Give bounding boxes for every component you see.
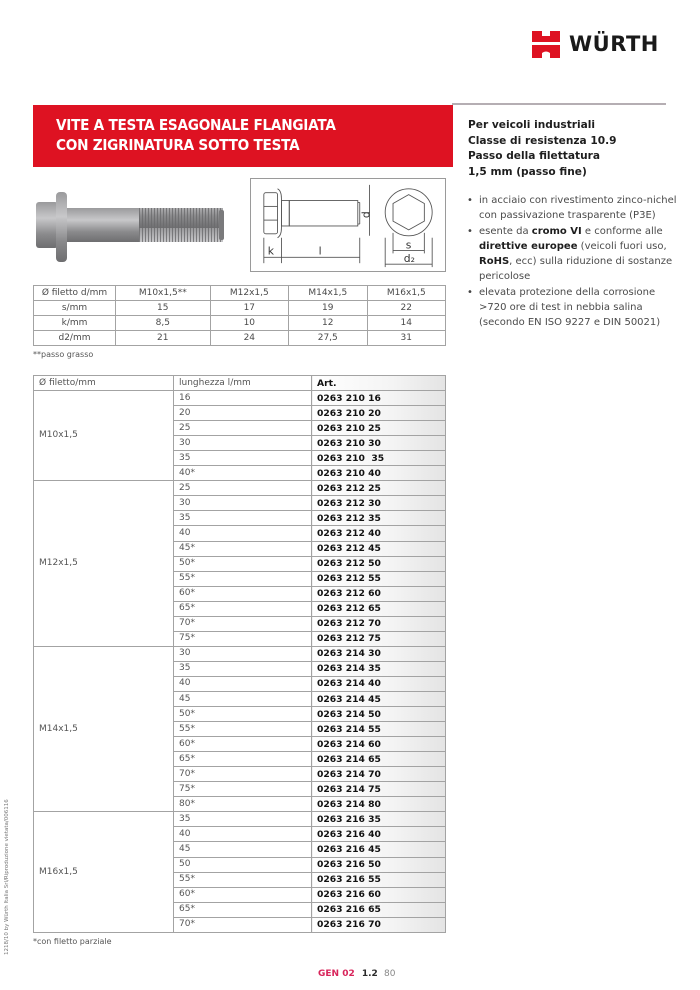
article-number-cell: 0263 210 20 bbox=[312, 406, 446, 421]
length-cell: 35 bbox=[174, 661, 312, 676]
article-number-cell: 0263 214 65 bbox=[312, 752, 446, 767]
article-number-cell: 0263 216 40 bbox=[312, 827, 446, 842]
dimensions-row bbox=[34, 331, 446, 346]
dimensions-row bbox=[34, 301, 446, 316]
article-number-cell: 0263 210 30 bbox=[312, 436, 446, 451]
article-number-cell: 0263 214 80 bbox=[312, 797, 446, 812]
article-number-cell: 0263 216 45 bbox=[312, 842, 446, 857]
dimension-label: d2/mm bbox=[34, 331, 116, 346]
feature-text: in acciaio con rivestimento zinco-nichel con passivazione trasparente (P3E) bbox=[479, 195, 677, 222]
article-number-cell: 0263 216 50 bbox=[312, 857, 446, 872]
article-number-cell: 0263 216 35 bbox=[312, 812, 446, 827]
dimension-diagram bbox=[250, 178, 446, 272]
length-cell: 20 bbox=[174, 406, 312, 421]
coarse-pitch-note: **passo grasso bbox=[33, 350, 94, 359]
dimension-value: 12 bbox=[289, 316, 367, 331]
article-number-cell: 0263 214 70 bbox=[312, 767, 446, 782]
title-band bbox=[33, 105, 453, 167]
length-cell: 16 bbox=[174, 391, 312, 406]
dimensions-row bbox=[34, 286, 446, 301]
article-number-cell: 0263 210 40 bbox=[312, 466, 446, 481]
length-cell: 65* bbox=[174, 601, 312, 616]
length-cell: 75* bbox=[174, 631, 312, 646]
feature-item bbox=[466, 285, 681, 331]
dimension-value: M14x1,5 bbox=[289, 286, 367, 301]
label-s: s bbox=[405, 238, 412, 252]
length-cell: 30 bbox=[174, 646, 312, 661]
wurth-logo-icon bbox=[531, 29, 561, 59]
feature-text: esente da bbox=[479, 225, 532, 237]
length-cell: 50 bbox=[174, 857, 312, 872]
length-cell: 35 bbox=[174, 451, 312, 466]
dimension-value: 31 bbox=[367, 331, 446, 346]
feature-item bbox=[466, 224, 681, 285]
article-number-cell: 0263 210 16 bbox=[312, 391, 446, 406]
length-cell: 75* bbox=[174, 782, 312, 797]
length-cell: 55* bbox=[174, 571, 312, 586]
dimension-value: 10 bbox=[210, 316, 288, 331]
dimensions-row bbox=[34, 316, 446, 331]
article-number-cell: 0263 214 45 bbox=[312, 691, 446, 706]
thread-size-cell: M16x1,5 bbox=[34, 812, 174, 932]
length-cell: 25 bbox=[174, 421, 312, 436]
footer-chapter: 1.2 bbox=[361, 969, 378, 979]
length-cell: 70* bbox=[174, 917, 312, 932]
dimension-value: 19 bbox=[289, 301, 367, 316]
article-number-cell: 0263 216 55 bbox=[312, 872, 446, 887]
dimension-value: 8,5 bbox=[116, 316, 211, 331]
table-row bbox=[34, 812, 446, 827]
title-line-2: CON ZIGRINATURA SOTTO TESTA bbox=[56, 136, 300, 154]
thread-size-cell: M10x1,5 bbox=[34, 391, 174, 481]
dimension-value: M16x1,5 bbox=[367, 286, 446, 301]
length-cell: 40* bbox=[174, 466, 312, 481]
length-cell: 60* bbox=[174, 887, 312, 902]
length-cell: 65* bbox=[174, 752, 312, 767]
article-number-cell: 0263 214 40 bbox=[312, 676, 446, 691]
feature-highlight: cromo VI bbox=[531, 225, 582, 237]
spec-line: Classe di resistenza 10.9 bbox=[468, 134, 617, 147]
feature-highlight: RoHS bbox=[479, 256, 510, 268]
spec-line: 1,5 mm (passo fine) bbox=[468, 165, 587, 178]
article-number-cell: 0263 212 50 bbox=[312, 556, 446, 571]
article-number-cell: 0263 212 70 bbox=[312, 616, 446, 631]
label-l: l bbox=[318, 244, 322, 258]
header-rule bbox=[452, 103, 666, 105]
label-d2: d₂ bbox=[403, 252, 415, 266]
table-header-row bbox=[34, 376, 446, 391]
footer-section: GEN 02 bbox=[318, 969, 355, 979]
spec-line: Passo della filettatura bbox=[468, 150, 600, 162]
dimension-label: Ø filetto d/mm bbox=[34, 286, 116, 301]
header-article: Art. bbox=[312, 376, 446, 391]
partial-thread-note: *con filetto parziale bbox=[33, 937, 112, 946]
article-number-cell: 0263 214 75 bbox=[312, 782, 446, 797]
dimensions-table bbox=[33, 285, 446, 346]
copyright-side-note: 1218/10 by Würth Italia Srl/Riproduzione vietata/006116 bbox=[4, 799, 10, 955]
footer-page-number: 80 bbox=[383, 969, 396, 979]
length-cell: 80* bbox=[174, 797, 312, 812]
length-cell: 50* bbox=[174, 556, 312, 571]
dimension-label: s/mm bbox=[34, 301, 116, 316]
length-cell: 35 bbox=[174, 812, 312, 827]
article-number-cell: 0263 214 60 bbox=[312, 737, 446, 752]
article-number-cell: 0263 212 25 bbox=[312, 481, 446, 496]
length-cell: 30 bbox=[174, 496, 312, 511]
dimension-value: 17 bbox=[210, 301, 288, 316]
feature-highlight: direttive europee bbox=[479, 240, 578, 252]
dimension-value: 22 bbox=[367, 301, 446, 316]
article-number-cell: 0263 210 25 bbox=[312, 421, 446, 436]
feature-text: (veicoli fuori uso, bbox=[577, 240, 667, 252]
length-cell: 55* bbox=[174, 872, 312, 887]
page-footer bbox=[318, 969, 395, 979]
article-number-cell: 0263 212 65 bbox=[312, 601, 446, 616]
length-cell: 45* bbox=[174, 541, 312, 556]
length-cell: 65* bbox=[174, 902, 312, 917]
wurth-logo bbox=[531, 28, 659, 60]
article-number-cell: 0263 216 65 bbox=[312, 902, 446, 917]
dimension-value: M10x1,5** bbox=[116, 286, 211, 301]
article-number-cell: 0263 212 55 bbox=[312, 571, 446, 586]
length-cell: 40 bbox=[174, 676, 312, 691]
article-number-cell: 0263 216 60 bbox=[312, 887, 446, 902]
length-cell: 45 bbox=[174, 691, 312, 706]
thread-size-cell: M14x1,5 bbox=[34, 646, 174, 812]
dimension-label: k/mm bbox=[34, 316, 116, 331]
bolt-photo bbox=[36, 188, 226, 266]
article-number-cell: 0263 212 75 bbox=[312, 631, 446, 646]
header-thread: Ø filetto/mm bbox=[34, 376, 174, 391]
length-cell: 55* bbox=[174, 722, 312, 737]
brand-name: WÜRTH bbox=[569, 32, 659, 56]
article-number-cell: 0263 210 35 bbox=[312, 451, 446, 466]
dimension-value: 21 bbox=[116, 331, 211, 346]
feature-text: elevata protezione della corrosione >720 ore di test in nebbia salina (secondo EN ISO 9227 e DIN 50021) bbox=[479, 286, 661, 329]
length-cell: 30 bbox=[174, 436, 312, 451]
article-number-cell: 0263 216 70 bbox=[312, 917, 446, 932]
length-cell: 70* bbox=[174, 767, 312, 782]
dimension-value: 15 bbox=[116, 301, 211, 316]
title-line-1: VITE A TESTA ESAGONALE FLANGIATA bbox=[56, 116, 336, 134]
length-cell: 35 bbox=[174, 511, 312, 526]
spec-line: Per veicoli industriali bbox=[468, 119, 596, 131]
article-number-cell: 0263 212 60 bbox=[312, 586, 446, 601]
article-number-cell: 0263 212 40 bbox=[312, 526, 446, 541]
article-number-cell: 0263 214 55 bbox=[312, 722, 446, 737]
table-row bbox=[34, 481, 446, 496]
table-row bbox=[34, 391, 446, 406]
feature-text: , ecc) sulla riduzione di sostanze pericolose bbox=[479, 256, 673, 283]
article-number-cell: 0263 214 30 bbox=[312, 646, 446, 661]
header-length: lunghezza l/mm bbox=[174, 376, 312, 391]
dimension-value: 14 bbox=[367, 316, 446, 331]
feature-text: e conforme alle bbox=[581, 225, 663, 237]
thread-size-cell: M12x1,5 bbox=[34, 481, 174, 647]
length-cell: 25 bbox=[174, 481, 312, 496]
length-cell: 60* bbox=[174, 586, 312, 601]
length-cell: 70* bbox=[174, 616, 312, 631]
article-number-cell: 0263 212 35 bbox=[312, 511, 446, 526]
length-cell: 40 bbox=[174, 526, 312, 541]
table-row bbox=[34, 646, 446, 661]
article-number-cell: 0263 214 50 bbox=[312, 707, 446, 722]
length-cell: 45 bbox=[174, 842, 312, 857]
label-d: d bbox=[359, 211, 373, 219]
feature-item bbox=[466, 193, 681, 224]
articles-table bbox=[33, 375, 446, 933]
dimension-value: 27,5 bbox=[289, 331, 367, 346]
article-number-cell: 0263 212 30 bbox=[312, 496, 446, 511]
feature-list bbox=[466, 193, 681, 331]
spec-summary bbox=[468, 118, 617, 180]
length-cell: 50* bbox=[174, 707, 312, 722]
dimension-value: M12x1,5 bbox=[210, 286, 288, 301]
article-number-cell: 0263 214 35 bbox=[312, 661, 446, 676]
dimension-value: 24 bbox=[210, 331, 288, 346]
length-cell: 60* bbox=[174, 737, 312, 752]
label-k: k bbox=[267, 244, 274, 258]
length-cell: 40 bbox=[174, 827, 312, 842]
article-number-cell: 0263 212 45 bbox=[312, 541, 446, 556]
